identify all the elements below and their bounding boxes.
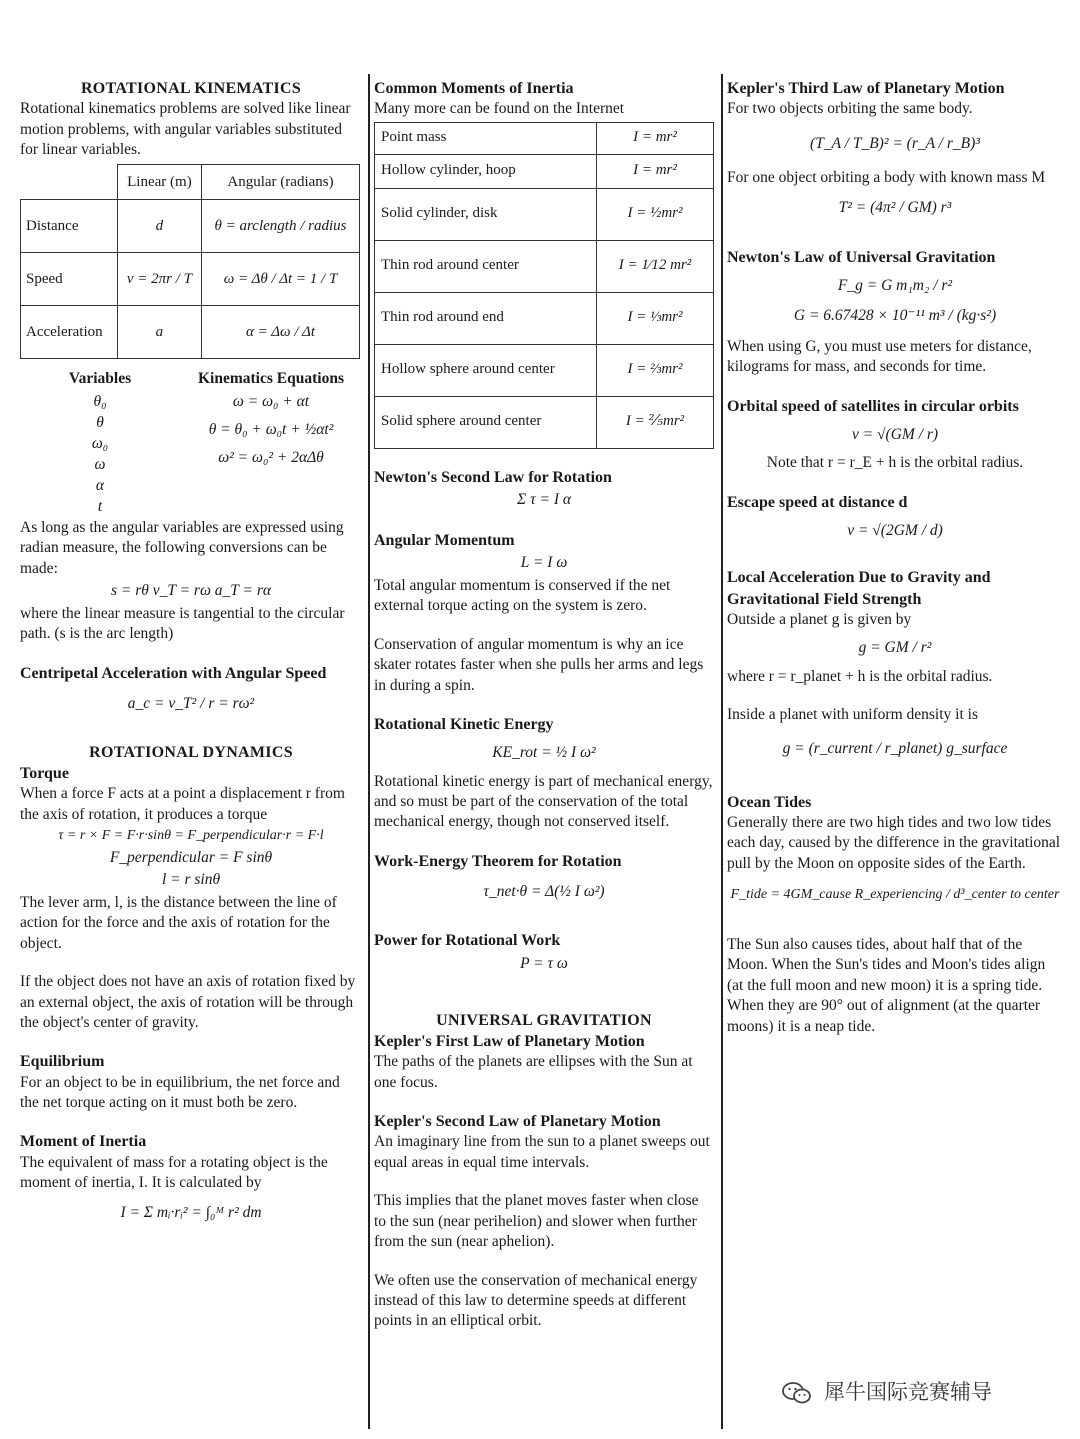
conversion-note: where the linear measure is tangential to the circular path. (s is the arc length) — [20, 604, 345, 643]
torque-title: Torque — [20, 765, 69, 783]
equilibrium-title: Equilibrium — [20, 1053, 105, 1071]
ocean-tides-text-1: Generally there are two high tides and two low tides each day, caused by the difference in the gravitational pull by the Moon on opposite sides of the Earth. — [727, 814, 1061, 872]
shape-cell: Hollow sphere around center — [375, 344, 597, 396]
orbital-speed-equation: v = √(GM / r) — [851, 425, 939, 443]
kepler-second-law-text-3: We often use the conservation of mechanical energy instead of this law to determine speeds at different points in an elliptical orbit. — [374, 1271, 698, 1330]
shape-cell: Thin rod around center — [375, 240, 597, 292]
wechat-icon — [782, 1381, 812, 1405]
angular-momentum-title: Angular Momentum — [374, 532, 515, 550]
table-header-angular: Angular (radians) — [202, 165, 360, 200]
kepler-third-law-text-1: For two objects orbiting the same body. — [727, 100, 973, 118]
torque-equation-3: l = r sinθ — [161, 871, 221, 889]
torque-equation-2: F_perpendicular = F sinθ — [109, 848, 273, 866]
variable-item: θ₀ — [93, 392, 107, 410]
local-acceleration-note: where r = r_planet + h is the orbital radius. — [727, 667, 993, 685]
formula-cell: I = mr² — [597, 122, 714, 154]
common-moi-title: Common Moments of Inertia — [374, 80, 574, 97]
variable-item: ω — [94, 455, 106, 473]
kepler-third-law-equation-1: (T_A / T_B)² = (r_A / r_B)³ — [810, 134, 980, 152]
equation-item: θ = θ₀ + ω₀t + ½αt² — [208, 420, 334, 438]
axis-text: If the object does not have an axis of rotation fixed by an external object, the axis of rotation will be through the object's center of gravity. — [20, 973, 356, 1031]
rotational-kinematics-title: ROTATIONAL KINEMATICS — [80, 80, 302, 97]
variables-header: Variables — [68, 370, 132, 388]
row-linear: d — [117, 200, 201, 253]
centripetal-equation: a_c = v_T² / r = rω² — [127, 694, 255, 712]
row-label: Acceleration — [21, 306, 118, 359]
row-angular: α = Δω / Δt — [202, 306, 360, 359]
column-divider-1 — [368, 74, 370, 1429]
kepler-third-law-equation-2: T² = (4π² / GM) r³ — [838, 199, 952, 217]
table-row — [375, 188, 714, 240]
column-3 — [727, 78, 1063, 1037]
formula-cell: I = 1⁄12 mr² — [597, 240, 714, 292]
moment-of-inertia-text: The equivalent of mass for a rotating object is the moment of inertia, I. It is calculated by — [20, 1153, 328, 1191]
column-1 — [20, 78, 362, 1226]
watermark-text: 犀牛国际竞赛辅导 — [824, 1380, 992, 1405]
rotational-ke-text: Rotational kinetic energy is part of mechanical energy, and so must be part of the conservation of the total mechanical energy, though not conserved itself. — [374, 772, 713, 831]
row-linear: v = 2πr / T — [117, 253, 201, 306]
rotational-ke-title: Rotational Kinetic Energy — [374, 715, 554, 733]
orbital-speed-title: Orbital speed of satellites in circular orbits — [727, 397, 1019, 415]
kepler-first-law-text: The paths of the planets are ellipses with the Sun at one focus. — [374, 1053, 693, 1091]
lever-arm-text: The lever arm, l, is the distance between the line of action for the force and the axis of rotation for the object. — [20, 893, 337, 952]
rotational-ke-equation: KE_rot = ½ I ω² — [492, 744, 596, 762]
table-row — [375, 396, 714, 448]
variable-item: θ — [96, 413, 104, 431]
shape-cell: Hollow cylinder, hoop — [375, 154, 597, 188]
table-row — [375, 344, 714, 396]
variables-equations-block — [20, 369, 362, 517]
table-header-row — [21, 165, 360, 200]
ocean-tides-equation: F_tide = 4GM_cause R_experiencing / d³_center to center — [730, 887, 1060, 903]
kepler-third-law-text-2: For one object orbiting a body with known mass M — [727, 169, 1046, 187]
table-row — [21, 306, 360, 359]
shape-cell: Solid cylinder, disk — [375, 188, 597, 240]
ocean-tides-text-2: The Sun also causes tides, about half that of the Moon. When the Sun's tides and Moon's tides align (at the full moon and new moon) it is a spring tide. When they are 90° out of alignment (at the quarter moons) it is a neap tide. — [727, 935, 1046, 1035]
escape-speed-equation: v = √(2GM / d) — [847, 521, 943, 539]
variable-item: α — [95, 476, 105, 494]
moment-of-inertia-title: Moment of Inertia — [20, 1133, 147, 1151]
equation-item: ω² = ω₀² + 2αΔθ — [218, 448, 324, 466]
column-divider-2 — [721, 74, 723, 1429]
common-moi-subtitle: Many more can be found on the Internet — [374, 100, 625, 118]
angular-momentum-text-2: Conservation of angular momentum is why an ice skater rotates faster when she pulls her arms and legs in during a spin. — [374, 635, 704, 694]
kepler-third-law-title: Kepler's Third Law of Planetary Motion — [727, 80, 1005, 97]
equilibrium-text: For an object to be in equilibrium, the net force and the net torque acting on it must both be zero. — [20, 1073, 340, 1111]
equation-item: ω = ω₀ + αt — [232, 392, 310, 410]
table-row — [375, 292, 714, 344]
table-row — [21, 200, 360, 253]
shape-cell: Thin rod around end — [375, 292, 597, 344]
power-title: Power for Rotational Work — [374, 932, 561, 950]
local-acceleration-title: Local Acceleration Due to Gravity and Gravitational Field Strength — [727, 569, 991, 608]
torque-equation-1: τ = r × F = F·r·sinθ = F_perpendicular·r = F·l — [58, 828, 324, 844]
row-angular: θ = arclength / radius — [202, 200, 360, 253]
formula-cell: I = ½mr² — [597, 188, 714, 240]
local-acceleration-equation-1: g = GM / r² — [858, 639, 932, 657]
formula-cell: I = ⅔mr² — [597, 344, 714, 396]
torque-text: When a force F acts at a point a displacement r from the axis of rotation, it produces a torque — [20, 785, 345, 823]
power-equation: P = τ ω — [520, 954, 568, 972]
orbital-speed-note: Note that r = r_E + h is the orbital radius. — [766, 454, 1024, 472]
work-energy-title: Work-Energy Theorem for Rotation — [374, 852, 622, 870]
shape-cell: Point mass — [375, 122, 597, 154]
table-row — [375, 122, 714, 154]
gravitational-constant: G = 6.67428 × 10⁻¹¹ m³ / (kg·s²) — [793, 307, 997, 325]
local-acceleration-text-1: Outside a planet g is given by — [727, 610, 912, 628]
conversion-equation: s = rθ v_T = rω a_T = rα — [110, 582, 271, 600]
centripetal-title: Centripetal Acceleration with Angular Speed — [20, 664, 327, 682]
kinematics-table — [20, 164, 360, 359]
table-header-linear: Linear (m) — [117, 165, 201, 200]
column-2 — [374, 78, 714, 1332]
row-label: Speed — [21, 253, 118, 306]
universal-gravitation-title: UNIVERSAL GRAVITATION — [436, 1012, 652, 1029]
local-acceleration-text-2: Inside a planet with uniform density it is — [727, 706, 978, 723]
newton-second-law-equation: Σ τ = I α — [516, 490, 571, 508]
equations-header: Kinematics Equations — [198, 370, 344, 388]
formula-cell: I = ⅖mr² — [597, 396, 714, 448]
gravitation-equation: F_g = G m₁m₂ / r² — [837, 277, 953, 295]
local-acceleration-equation-2: g = (r_current / r_planet) g_surface — [782, 740, 1008, 758]
row-linear: a — [117, 306, 201, 359]
row-label: Distance — [21, 200, 118, 253]
formula-cell: I = mr² — [597, 154, 714, 188]
angular-momentum-equation: L = I ω — [520, 554, 568, 572]
conversion-text: As long as the angular variables are expressed using radian measure, the following conversions can be made: — [20, 518, 344, 577]
watermark — [782, 1376, 1062, 1410]
newton-second-law-title: Newton's Second Law for Rotation — [374, 468, 612, 486]
escape-speed-title: Escape speed at distance d — [727, 493, 908, 511]
table-row — [21, 253, 360, 306]
kepler-first-law-title: Kepler's First Law of Planetary Motion — [374, 1033, 645, 1051]
rotational-kinematics-intro: Rotational kinematics problems are solved like linear motion problems, with angular variables substituted for linear variables. — [20, 100, 351, 159]
table-row — [375, 154, 714, 188]
formula-cell: I = ⅓mr² — [597, 292, 714, 344]
variable-item: ω₀ — [91, 434, 109, 452]
rotational-dynamics-title: ROTATIONAL DYNAMICS — [89, 744, 293, 762]
row-angular: ω = Δθ / Δt = 1 / T — [202, 253, 360, 306]
moment-of-inertia-equation: I = Σ mᵢ·rᵢ² = ∫₀ᴹ r² dm — [120, 1204, 262, 1222]
angular-momentum-text-1: Total angular momentum is conserved if the net external torque acting on the system is zero. — [374, 576, 671, 615]
moi-table — [374, 122, 714, 449]
variable-item: t — [97, 497, 103, 515]
work-energy-equation: τ_net·θ = Δ(½ I ω²) — [483, 882, 605, 900]
kepler-second-law-text-1: An imaginary line from the sun to a planet sweeps out equal areas in equal time intervals. — [374, 1133, 710, 1171]
shape-cell: Solid sphere around center — [375, 396, 597, 448]
table-row — [375, 240, 714, 292]
ocean-tides-title: Ocean Tides — [727, 793, 812, 811]
gravitation-units-text: When using G, you must use meters for distance, kilograms for mass, and seconds for time. — [727, 337, 1032, 376]
kepler-second-law-text-2: This implies that the planet moves faster when close to the sun (near perihelion) and slower when further from the sun (near aphelion). — [374, 1192, 699, 1251]
universal-gravitation-law-title: Newton's Law of Universal Gravitation — [727, 248, 996, 266]
kepler-second-law-title: Kepler's Second Law of Planetary Motion — [374, 1113, 661, 1131]
